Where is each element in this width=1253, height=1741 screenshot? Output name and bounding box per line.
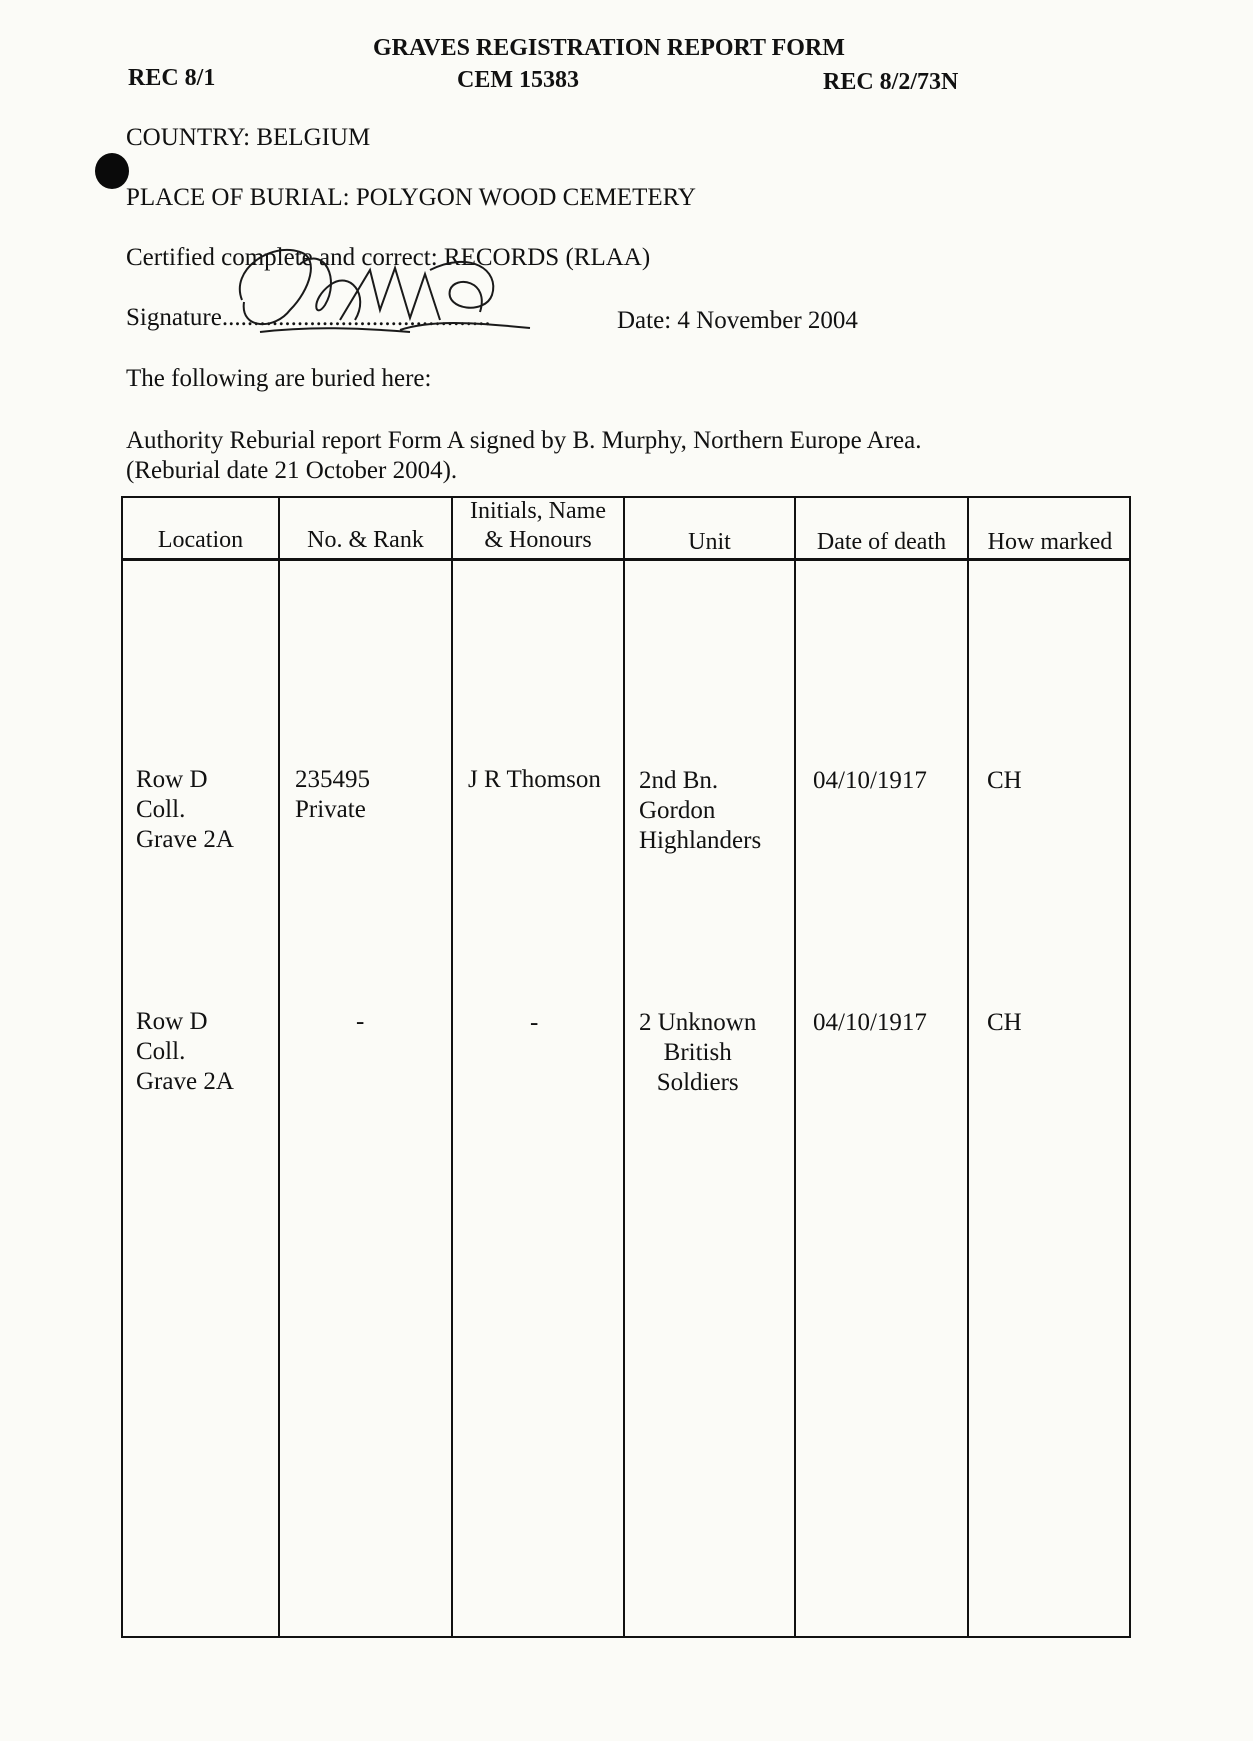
column-header-number-rank: No. & Rank	[307, 527, 424, 553]
cemetery-number: CEM 15383	[457, 67, 579, 93]
column-divider	[967, 498, 969, 1636]
table-cell-number-rank: -	[356, 1008, 365, 1035]
table-cell-unit: 2nd Bn. Gordon Highlanders	[639, 767, 762, 854]
buried-intro-text: The following are buried here:	[126, 365, 432, 392]
header-divider	[123, 558, 1129, 561]
reburial-date-text: (Reburial date 21 October 2004).	[126, 457, 458, 484]
column-header-honours: & Honours	[484, 527, 592, 553]
date-field: Date: 4 November 2004	[617, 307, 858, 334]
table-cell-date-of-death: 04/10/1917	[813, 1009, 927, 1036]
column-header-location: Location	[157, 527, 244, 553]
place-of-burial-field: PLACE OF BURIAL: POLYGON WOOD CEMETERY	[126, 184, 696, 211]
table-cell-name: J R Thomson	[468, 766, 601, 793]
table-cell-date-of-death: 04/10/1917	[813, 767, 927, 794]
column-header-date-of-death: Date of death	[816, 529, 947, 555]
table-cell-how-marked: CH	[987, 1009, 1022, 1036]
table-cell-unit: 2 Unknown British Soldiers	[639, 1009, 757, 1096]
column-divider	[794, 498, 796, 1636]
authority-text: Authority Reburial report Form A signed by B. Murphy, Northern Europe Area.	[126, 427, 922, 454]
column-divider	[451, 498, 453, 1636]
certified-field: Certified complete and correct: RECORDS (RLAA)	[126, 244, 651, 271]
country-field: COUNTRY: BELGIUM	[126, 124, 371, 151]
signature-field: Signature...........................................	[126, 304, 491, 331]
rec-reference-left: REC 8/1	[128, 65, 216, 91]
handwritten-signature	[230, 240, 540, 338]
table-cell-number-rank: 235495 Private	[295, 766, 370, 823]
column-header-initials-name: Initials, Name	[470, 498, 606, 524]
rec-reference-right: REC 8/2/73N	[823, 69, 959, 95]
form-title: GRAVES REGISTRATION REPORT FORM	[373, 35, 845, 61]
table-cell-location: Row D Coll. Grave 2A	[136, 1008, 234, 1095]
table-cell-name: -	[530, 1009, 539, 1036]
column-divider	[623, 498, 625, 1636]
column-header-unit: Unit	[688, 529, 731, 555]
ink-blot	[95, 153, 129, 189]
table-cell-how-marked: CH	[987, 767, 1022, 794]
burial-register-table	[121, 496, 1131, 1638]
table-cell-location: Row D Coll. Grave 2A	[136, 766, 234, 853]
column-header-how-marked: How marked	[987, 529, 1113, 555]
column-divider	[278, 498, 280, 1636]
